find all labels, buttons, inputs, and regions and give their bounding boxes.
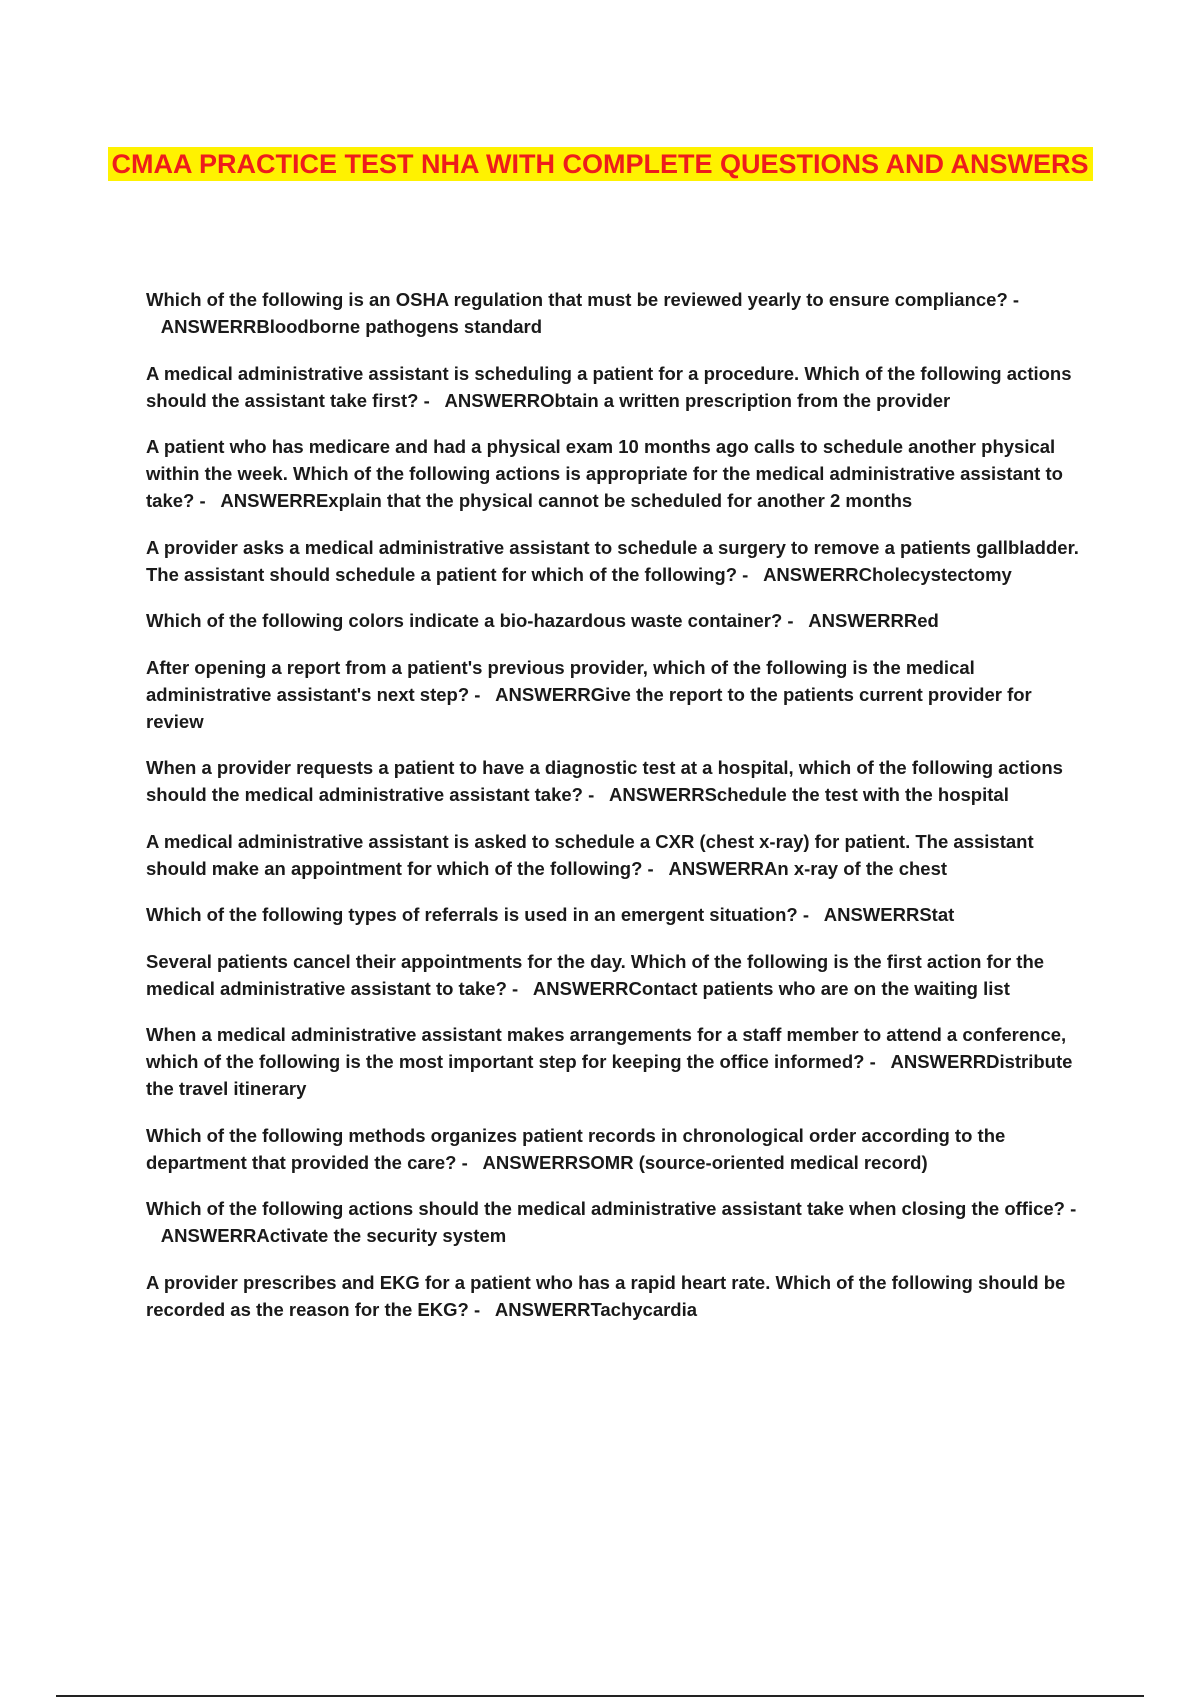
answer-prefix: ANSWERR	[763, 563, 859, 585]
answer-prefix: ANSWERR	[808, 610, 904, 631]
qa-item	[146, 901, 1092, 928]
answer-prefix: ANSWERR	[668, 857, 765, 879]
answer-text: SOMR (source-oriented medical record)	[578, 1151, 928, 1173]
footer-divider	[56, 1695, 1144, 1697]
question-text: Which of the following methods organizes patient records in chronological order according to the department that provided the care? -	[146, 1124, 1006, 1173]
answer-prefix: ANSWERR	[494, 1298, 591, 1320]
question-text: Which of the following colors indicate a bio-hazardous waste container? -	[146, 610, 794, 631]
answer-text: Activate the security system	[256, 1225, 507, 1246]
qa-item	[146, 948, 1092, 1002]
question-text: A patient who has medicare and had a physical exam 10 months ago calls to schedule another physical within the week. Which of the following actions is appropriate for the medical administrative assistant to take? -	[146, 436, 1063, 511]
answer-prefix: ANSWERR	[482, 1151, 579, 1173]
question-text: Which of the following types of referrals is used in an emergent situation? -	[146, 904, 809, 925]
answer-text: Give the report to the patients current provider for review	[146, 683, 1032, 732]
answer-text: Bloodborne pathogens standard	[256, 316, 543, 337]
qa-item	[146, 754, 1092, 808]
qa-item	[146, 828, 1092, 882]
title-block	[0, 146, 1200, 183]
question-text: A provider asks a medical administrative assistant to schedule a surgery to remove a patients gallbladder. The assistant should schedule a patient for which of the following? -	[146, 536, 1079, 585]
answer-text: An x-ray of the chest	[764, 857, 948, 879]
page-title: CMAA PRACTICE TEST NHA WITH COMPLETE QUESTIONS AND ANSWERS	[108, 147, 1093, 181]
answer-text: Schedule the test with the hospital	[704, 784, 1009, 805]
question-text: When a provider requests a patient to have a diagnostic test at a hospital, which of the following actions should the medical administrative assistant take? -	[146, 757, 1063, 805]
answer-prefix: ANSWERR	[823, 904, 920, 925]
answer-prefix: ANSWERR	[532, 977, 629, 999]
question-text: Several patients cancel their appointments for the day. Which of the following is the first action for the medical administrative assistant to take? -	[146, 950, 1045, 999]
answer-prefix: ANSWERR	[890, 1051, 987, 1072]
answer-text: Stat	[919, 904, 955, 925]
answer-prefix: ANSWERR	[495, 683, 591, 705]
question-text: When a medical administrative assistant makes arrangements for a staff member to attend a conference, which of the following is the most important step for keeping the office informed? -	[146, 1024, 1067, 1072]
answer-text: Cholecystectomy	[858, 563, 1012, 585]
answer-prefix: ANSWERR	[444, 389, 541, 411]
answer-prefix: ANSWERR	[608, 784, 705, 805]
question-text: After opening a report from a patient's previous provider, which of the following is the medical administrative assistant's next step? -	[146, 656, 975, 705]
question-text: A provider prescribes and EKG for a patient who has a rapid heart rate. Which of the following should be recorded as the reason for the EKG? -	[146, 1271, 1066, 1320]
answer-text: Obtain a written prescription from the provider	[540, 389, 951, 411]
answer-prefix: ANSWERR	[220, 490, 316, 511]
qa-item	[146, 286, 1092, 340]
answer-text: Tachycardia	[590, 1298, 698, 1320]
qa-item	[146, 607, 1092, 634]
qa-item	[146, 433, 1092, 514]
answer-text: Distribute the travel itinerary	[146, 1051, 1073, 1099]
question-text: A medical administrative assistant is asked to schedule a CXR (chest x-ray) for patient. The assistant should make an appointment for which of the following? -	[146, 830, 1034, 879]
answer-text: Red	[903, 610, 939, 631]
question-text: Which of the following is an OSHA regulation that must be reviewed yearly to ensure compliance? -	[146, 289, 1020, 310]
answer-text: Explain that the physical cannot be scheduled for another 2 months	[315, 490, 913, 511]
qa-list	[146, 286, 1092, 1342]
qa-item	[146, 1269, 1092, 1323]
qa-item	[146, 360, 1092, 414]
answer-prefix: ANSWERR	[160, 316, 257, 337]
qa-item	[146, 534, 1092, 588]
question-text: Which of the following actions should the medical administrative assistant take when closing the office? -	[146, 1198, 1077, 1219]
qa-item	[146, 1122, 1092, 1176]
answer-prefix: ANSWERR	[160, 1225, 257, 1246]
qa-item	[146, 1021, 1092, 1102]
qa-item	[146, 1195, 1092, 1249]
question-text: A medical administrative assistant is scheduling a patient for a procedure. Which of the following actions should the assistant take first? -	[146, 362, 1072, 411]
answer-text: Contact patients who are on the waiting list	[628, 977, 1010, 999]
qa-item	[146, 654, 1092, 735]
